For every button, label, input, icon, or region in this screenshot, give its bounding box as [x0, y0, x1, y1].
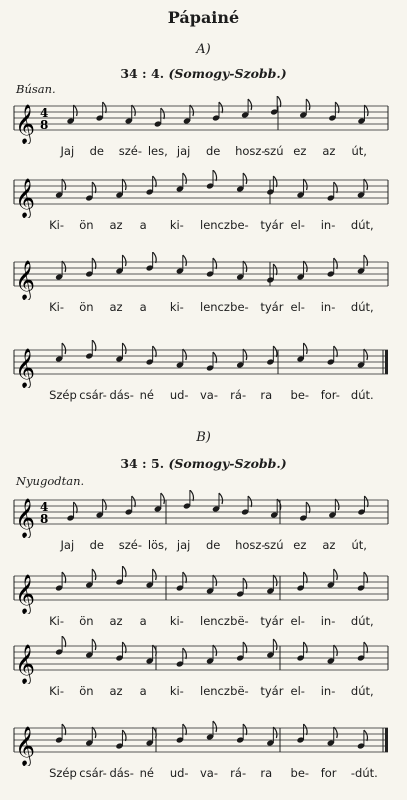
lyric-syllable: Jaj: [60, 144, 75, 158]
note: [115, 179, 126, 199]
lyrics-line: [0, 144, 407, 160]
lyric-syllable: de: [206, 538, 221, 552]
note: [206, 721, 217, 741]
lyric-syllable: lencz: [200, 300, 230, 314]
lyric-syllable: Ki-: [49, 614, 64, 628]
lyric-syllable: szú: [264, 538, 284, 552]
section-label-b: B): [196, 430, 211, 445]
lyrics-line: [0, 218, 407, 234]
music-system: [0, 252, 407, 312]
lyric-syllable: de: [89, 538, 104, 552]
lyric-syllable: szé-: [118, 144, 142, 158]
lyric-syllable: lencz: [200, 684, 230, 698]
note: [66, 105, 77, 125]
time-signature-bottom: 8: [40, 118, 49, 132]
note: [328, 499, 339, 519]
music-system: [0, 566, 407, 626]
music-system: [0, 340, 407, 400]
treble-clef-icon: 𝄞: [15, 726, 36, 766]
lyric-syllable: ki-: [169, 300, 184, 314]
lyric-syllable: jaj: [176, 144, 191, 158]
lyrics-line: [0, 300, 407, 316]
tempo-marking: Nyugodtan.: [16, 474, 85, 488]
lyric-syllable: ra: [260, 388, 273, 402]
lyrics-line: [0, 614, 407, 630]
note: [125, 105, 136, 125]
lyric-syllable: dút,: [350, 614, 374, 628]
staff-lines: [14, 180, 388, 204]
lyric-syllable: hosz-: [235, 538, 266, 552]
treble-clef-icon: 𝄞: [15, 498, 36, 538]
lyric-syllable: az: [109, 218, 123, 232]
lyric-syllable: csár-: [79, 388, 107, 402]
lyric-syllable: de: [206, 144, 221, 158]
lyric-syllable: be-: [230, 300, 249, 314]
lyric-syllable: dás-: [109, 388, 134, 402]
treble-clef-icon: 𝄞: [15, 260, 36, 300]
note: [154, 493, 165, 513]
note: [146, 569, 157, 589]
note: [357, 179, 368, 199]
treble-clef-icon: 𝄞: [15, 644, 36, 684]
lyric-syllable: el-: [290, 684, 305, 698]
lyric-syllable: lencz: [200, 218, 230, 232]
note: [266, 575, 277, 595]
tempo-marking: Búsan.: [16, 82, 56, 96]
note: [206, 645, 217, 665]
lyric-syllable: né: [139, 766, 154, 780]
lyrics-line: [0, 538, 407, 554]
final-barline-thick: [385, 350, 388, 374]
lyric-syllable: tyár: [260, 684, 284, 698]
lyric-syllable: bë-: [230, 614, 249, 628]
lyric-syllable: ön: [79, 218, 94, 232]
music-system: [0, 718, 407, 778]
lyric-syllable: Ki-: [49, 684, 64, 698]
lyric-syllable: tyár: [260, 218, 284, 232]
song-source: (Somogy-Szobb.): [168, 456, 287, 471]
lyric-syllable: dút,: [350, 684, 374, 698]
note: [115, 255, 126, 275]
note: [299, 99, 310, 119]
note: [183, 105, 194, 125]
lyric-syllable: Szép: [49, 766, 77, 780]
lyric-syllable: ki-: [169, 218, 184, 232]
lyric-syllable: szé-: [118, 538, 142, 552]
note: [96, 499, 107, 519]
lyric-syllable: az: [322, 538, 336, 552]
note: [55, 261, 66, 281]
lyric-syllable: Jaj: [60, 538, 75, 552]
treble-clef-icon: 𝄞: [15, 104, 36, 144]
lyric-syllable: bë-: [230, 684, 249, 698]
treble-clef-icon: 𝄞: [15, 178, 36, 218]
note: [357, 105, 368, 125]
lyric-syllable: in-: [320, 300, 336, 314]
time-signature-top: 4: [40, 500, 49, 514]
lyric-syllable: dút,: [350, 300, 374, 314]
note: [236, 173, 247, 193]
lyric-syllable: ud-: [169, 388, 189, 402]
song-number: 34 : 5.: [120, 456, 165, 471]
note: [85, 727, 96, 747]
staff-lines: [14, 576, 388, 600]
lyric-syllable: Ki-: [49, 300, 64, 314]
time-signature-top: 4: [40, 106, 49, 120]
lyrics-line: [0, 684, 407, 700]
lyric-syllable: for-: [320, 388, 340, 402]
lyric-syllable: ez: [293, 538, 307, 552]
lyric-syllable: dás-: [109, 766, 134, 780]
song-header-b: [0, 456, 407, 471]
lyric-syllable: ön: [79, 614, 94, 628]
note: [266, 639, 277, 659]
lyric-syllable: út,: [351, 538, 367, 552]
lyric-syllable: lencz: [200, 614, 230, 628]
note: [176, 173, 187, 193]
lyric-syllable: szú: [264, 144, 284, 158]
lyrics-line: [0, 388, 407, 404]
note: [236, 261, 247, 281]
note: [236, 349, 247, 369]
lyric-syllable: ön: [79, 300, 94, 314]
lyric-syllable: jaj: [176, 538, 191, 552]
lyric-syllable: Ki-: [49, 218, 64, 232]
lyric-syllable: az: [109, 684, 123, 698]
treble-clef-icon: 𝄞: [15, 574, 36, 614]
lyric-syllable: be-: [290, 766, 310, 780]
lyric-syllable: de: [89, 144, 104, 158]
note: [176, 255, 187, 275]
lyric-syllable: va-: [200, 766, 219, 780]
note: [146, 727, 157, 747]
lyric-syllable: be-: [290, 388, 310, 402]
music-system: [0, 490, 407, 550]
note: [206, 575, 217, 595]
lyric-syllable: a: [139, 300, 147, 314]
lyric-syllable: ki-: [169, 684, 184, 698]
lyric-syllable: dút.: [350, 388, 374, 402]
lyric-syllable: ud-: [169, 766, 189, 780]
lyric-syllable: el-: [290, 218, 305, 232]
lyric-syllable: lös,: [147, 538, 168, 552]
staff-lines: [14, 728, 388, 752]
lyric-syllable: az: [322, 144, 336, 158]
note: [327, 727, 338, 747]
note: [357, 255, 368, 275]
time-signature-bottom: 8: [40, 512, 49, 526]
lyric-syllable: va-: [200, 388, 219, 402]
lyric-syllable: út,: [351, 144, 367, 158]
lyric-syllable: né: [139, 388, 154, 402]
note: [115, 343, 126, 363]
lyric-syllable: in-: [320, 614, 336, 628]
note: [241, 99, 252, 119]
lyric-syllable: el-: [290, 300, 305, 314]
song-header-a: [0, 66, 407, 81]
note: [270, 499, 281, 519]
lyric-syllable: be-: [230, 218, 249, 232]
lyric-syllable: az: [109, 614, 123, 628]
note: [296, 343, 307, 363]
lyric-syllable: ki-: [169, 614, 184, 628]
lyric-syllable: csár-: [79, 766, 107, 780]
lyric-syllable: az: [109, 300, 123, 314]
song-number: 34 : 4.: [120, 66, 165, 81]
lyric-syllable: a: [139, 684, 147, 698]
note: [296, 261, 307, 281]
lyric-syllable: -dút.: [350, 766, 378, 780]
lyric-syllable: in-: [320, 684, 336, 698]
note: [212, 493, 223, 513]
lyric-syllable: tyár: [260, 300, 284, 314]
lyric-syllable: Szép: [49, 388, 77, 402]
music-system: [0, 96, 407, 156]
lyric-syllable: ra: [260, 766, 273, 780]
lyric-syllable: a: [139, 614, 147, 628]
lyric-syllable: rá-: [230, 766, 247, 780]
note: [357, 349, 368, 369]
lyric-syllable: rá-: [230, 388, 247, 402]
note: [327, 645, 338, 665]
song-source: (Somogy-Szobb.): [168, 66, 287, 81]
section-label-a: A): [196, 42, 211, 57]
lyrics-line: [0, 766, 407, 782]
lyric-syllable: les,: [147, 144, 168, 158]
note: [327, 569, 338, 589]
lyric-syllable: in-: [320, 218, 336, 232]
note: [55, 179, 66, 199]
note: [266, 727, 277, 747]
page-title: Pápainé: [167, 8, 240, 27]
lyric-syllable: ez: [293, 144, 307, 158]
note: [296, 179, 307, 199]
treble-clef-icon: 𝄞: [15, 348, 36, 388]
note: [85, 569, 96, 589]
note: [85, 639, 96, 659]
music-system: [0, 170, 407, 230]
final-barline-thick: [385, 728, 388, 752]
note: [146, 645, 157, 665]
lyric-syllable: a: [139, 218, 147, 232]
staff-lines: [14, 646, 388, 670]
lyric-syllable: el-: [290, 614, 305, 628]
lyric-syllable: ön: [79, 684, 94, 698]
lyric-syllable: tyár: [260, 614, 284, 628]
lyric-syllable: dút,: [350, 218, 374, 232]
lyric-syllable: hosz-: [235, 144, 266, 158]
note: [55, 343, 66, 363]
lyric-syllable: for: [320, 766, 337, 780]
music-system: [0, 636, 407, 696]
note: [176, 349, 187, 369]
